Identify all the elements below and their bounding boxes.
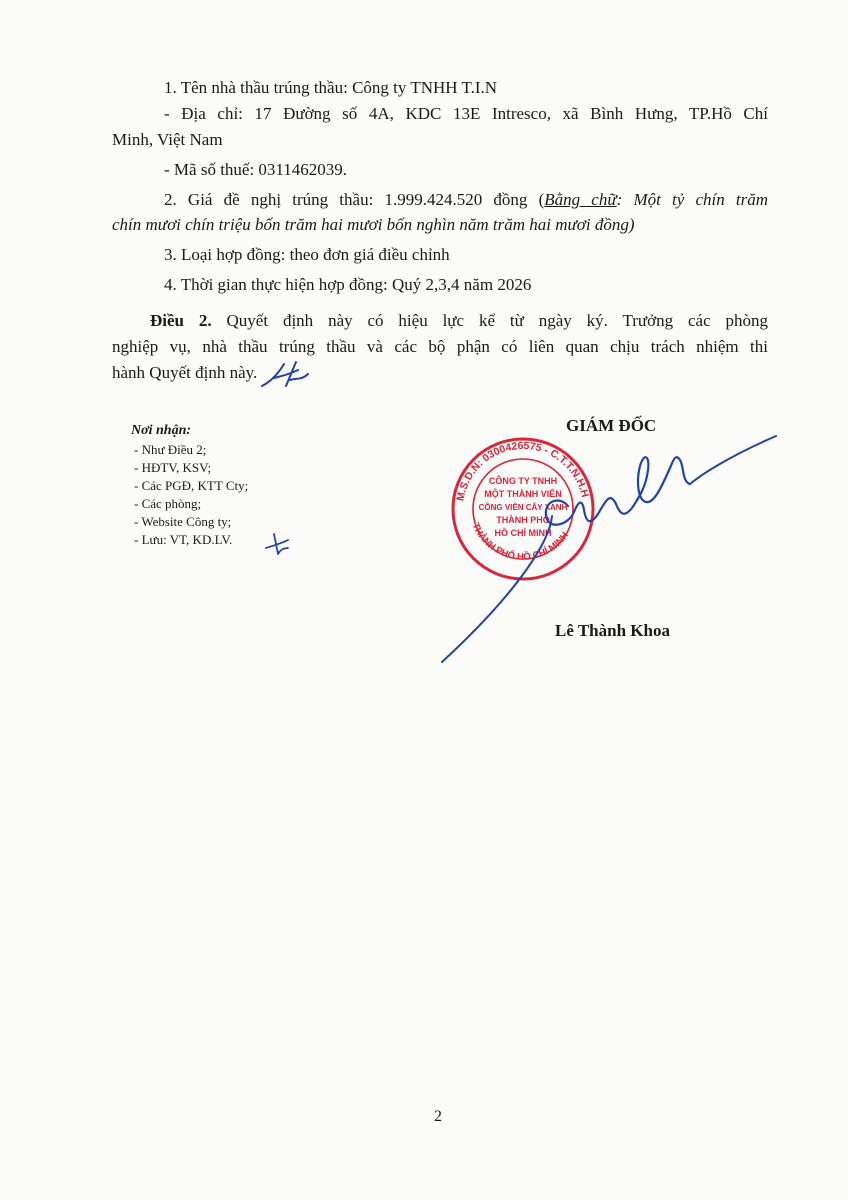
- recipient-initial-mark: [262, 528, 292, 558]
- bid-price-words-label: Bằng chữ: [544, 190, 617, 209]
- signer-title: GIÁM ĐỐC: [566, 416, 657, 435]
- recipient-item: - Các phòng;: [134, 496, 202, 511]
- recipient-item: - Lưu: VT, KD.LV.: [134, 532, 233, 547]
- article2-text-start: Quyết định này có hiệu lực kể từ ngày ký. Trưởng các phòng: [226, 311, 769, 330]
- seal-line-2: MỘT THÀNH VIÊN: [484, 489, 562, 499]
- address-line-1: - Địa chỉ: 17 Đường số 4A, KDC 13E Intresco, xã Bình Hưng, TP.Hồ Chí: [164, 104, 768, 123]
- seal-line-3: CÔNG VIÊN CÂY XANH: [478, 503, 568, 512]
- winning-bidder-line: 1. Tên nhà thầu trúng thầu: Công ty TNHH T.I.N: [164, 78, 498, 97]
- page-number: 2: [434, 1108, 442, 1125]
- initial-mark: [256, 356, 316, 396]
- recipients-title: Nơi nhận:: [131, 423, 192, 438]
- bid-price-words-start: : Một tỷ chín trăm: [616, 190, 768, 209]
- seal-line-5: HỒ CHÍ MINH: [494, 528, 552, 538]
- contract-period-line: 4. Thời gian thực hiện hợp đồng: Quý 2,3,4 năm 2026: [164, 275, 532, 294]
- article2-line-3: hành Quyết định này.: [112, 363, 258, 382]
- contract-type-line: 3. Loại hợp đồng: theo đơn giá điều chỉnh: [164, 245, 450, 264]
- recipient-item: - Như Điều 2;: [134, 442, 207, 457]
- address-line-2: Minh, Việt Nam: [112, 130, 223, 149]
- recipient-item: - Các PGĐ, KTT Cty;: [134, 478, 249, 493]
- seal-line-4: THÀNH PHỐ: [496, 515, 550, 525]
- tax-code-line: - Mã số thuế: 0311462039.: [164, 160, 348, 179]
- bid-price-prefix: 2. Giá đề nghị trúng thầu: 1.999.424.520 đồng (: [164, 190, 545, 209]
- bid-price-line-1: [164, 188, 768, 212]
- seal-outer-text: M.S.D.N: 0300426575 - C.T.T.N.H.H: [454, 439, 591, 503]
- article2-line-1: [150, 309, 768, 333]
- seal-bottom-text: THÀNH PHỐ HỒ CHÍ MINH: [469, 521, 572, 563]
- bid-price-line-2: chín mươi chín triệu bốn trăm hai mươi bốn nghìn năm trăm hai mươi đồng): [112, 215, 635, 234]
- seal-line-1: CÔNG TY TNHH: [488, 476, 558, 486]
- signer-name: Lê Thành Khoa: [555, 621, 670, 640]
- recipient-item: - Website Công ty;: [134, 514, 232, 529]
- recipient-item: - HĐTV, KSV;: [134, 460, 212, 475]
- article2-title: Điều 2.: [150, 311, 212, 330]
- article2-line-2: nghiệp vụ, nhà thầu trúng thầu và các bộ phận có liên quan chịu trách nhiệm thi: [112, 337, 768, 356]
